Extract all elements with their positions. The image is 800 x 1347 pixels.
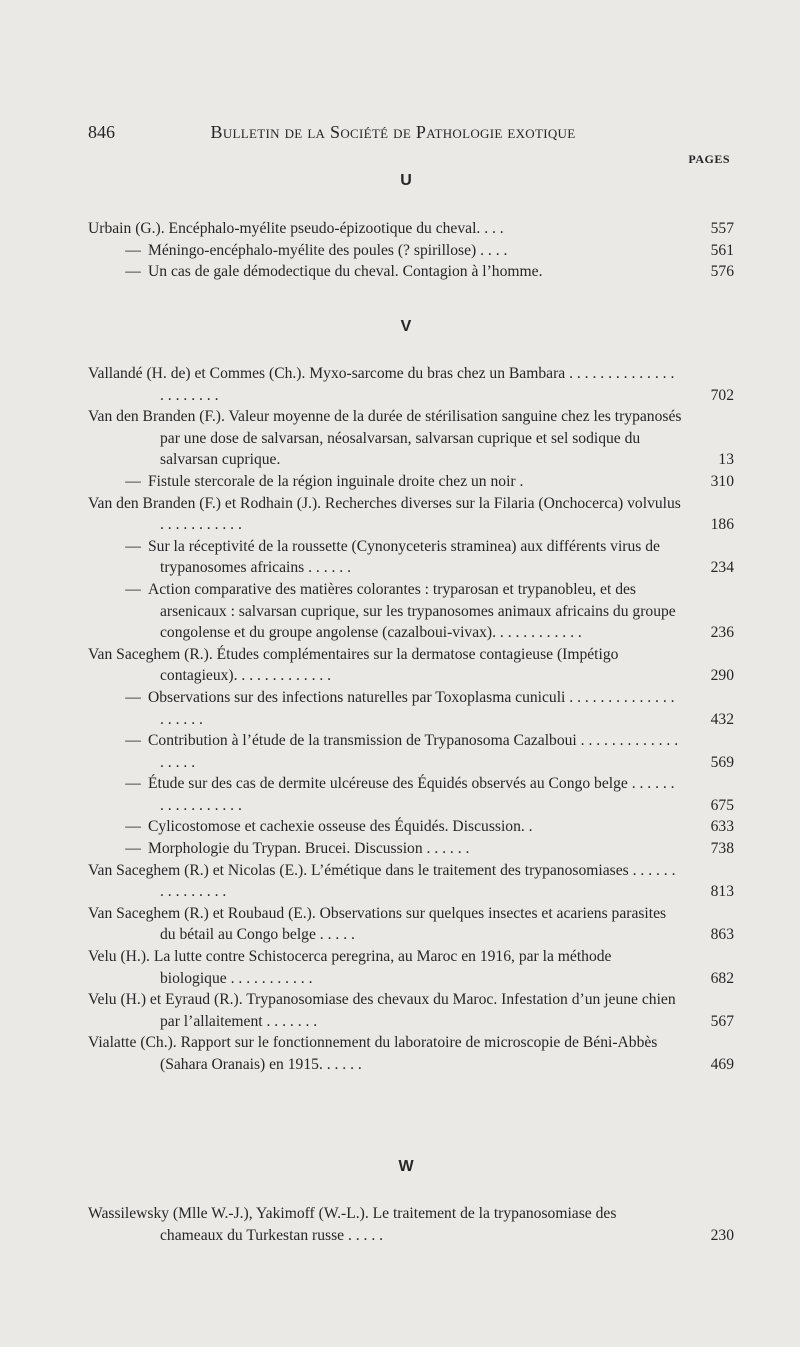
index-entry [88, 218, 734, 240]
entry-page: 290 [710, 667, 734, 685]
entry-text: Observations sur des infections naturelles par Toxoplasma cuniculi . . . . . . . . . . . . . . . . . . . . [148, 688, 675, 728]
entry-page: 675 [710, 796, 734, 814]
entry-page: 682 [710, 969, 734, 987]
journal-title: Bulletin de la Société de Pathologie exotique [210, 122, 576, 142]
entry-page: 186 [710, 516, 734, 534]
entry-page: 230 [710, 1226, 734, 1244]
section-letter-u: U [400, 172, 412, 189]
entry-text: Cylicostomose et cachexie osseuse des Équidés. Discussion. . [148, 818, 533, 836]
section-u-entries [88, 218, 734, 283]
entry-text: Van Saceghem (R.) et Nicolas (E.). L’émétique dans le traitement des trypanosomiases . . . . . . . . . . . . . . . [88, 861, 676, 901]
entry-page: 813 [710, 883, 734, 901]
entry-text: Van Saceghem (R.). Études complémentaires sur la dermatose contagieuse (Impétigo contagieux). . . . . . . . . . . . . [88, 645, 619, 685]
entry-page: 236 [710, 624, 734, 642]
entry-page: 310 [710, 472, 734, 490]
section-w-entries [88, 1203, 734, 1246]
index-entry: — Méningo-encéphalo-myélite des poules (? spirillose) . . . . 561 [88, 240, 734, 262]
index-entry [88, 946, 734, 989]
index-entry: — Contribution à l’étude de la transmission de Trypanosoma Cazalboui . . . . . . . . . . . . . . . . . . 569 [88, 730, 734, 773]
page-number: 846 [88, 122, 115, 142]
entry-text: Morphologie du Trypan. Brucei. Discussion . . . . . . [148, 840, 470, 858]
entry-text: Urbain (G.). Encéphalo-myélite pseudo-épizootique du cheval. . . . [88, 220, 504, 237]
section-letter-v: V [400, 318, 412, 335]
entry-text: Sur la réceptivité de la roussette (Cynonyceteris straminea) aux différents virus de trypanosomes africains . . . . . . [148, 537, 660, 577]
entry-page: 633 [710, 818, 734, 836]
index-entry [88, 903, 734, 946]
index-entry [88, 493, 734, 536]
entry-text: Action comparative des matières colorantes : tryparosan et trypanobleu, et des arsenicaux : salvarsan cuprique, sur les trypanosomes animaux africains du groupe congolense et du groupe angolense (cazalboui-vivax). . . . . . . . . . . . [148, 580, 676, 642]
index-entry [88, 1203, 734, 1246]
entry-text: Méningo-encéphalo-myélite des poules (? spirillose) . . . . [148, 241, 508, 259]
index-entry: — Cylicostomose et cachexie osseuse des Équidés. Discussion. . 633 [88, 816, 734, 838]
pages-column-label: PAGES [688, 152, 730, 166]
index-entry: — Étude sur des cas de dermite ulcéreuse des Équidés observés au Congo belge . . . . . . . . . . . . . . . . . 675 [88, 773, 734, 816]
index-entry [88, 1032, 734, 1075]
index-entry [88, 860, 734, 903]
entry-page: 569 [710, 753, 734, 771]
entry-text: Fistule stercorale de la région inguinale droite chez un noir . [148, 472, 524, 490]
entry-text: Un cas de gale démodectique du cheval. Contagion à l’homme. [148, 263, 543, 281]
entry-page: 13 [718, 451, 734, 469]
entry-page: 567 [710, 1012, 734, 1030]
index-entry: — Action comparative des matières colorantes : tryparosan et trypanobleu, et des arsenicaux : salvarsan cuprique, sur les trypanosomes animaux africains du groupe congolense et du groupe angolense (cazalboui-vivax). . . . . . . . . . . . 236 [88, 579, 734, 644]
entry-text: Contribution à l’étude de la transmission de Trypanosoma Cazalboui . . . . . . . . . . . . . . . . . . [148, 732, 679, 771]
entry-page: 561 [710, 241, 734, 259]
entry-text: Étude sur des cas de dermite ulcéreuse des Équidés observés au Congo belge . . . . . . . . . . . . . . . . . [148, 775, 675, 814]
entry-text: Velu (H.). La lutte contre Schistocerca peregrina, au Maroc en 1916, par la méthode biologique . . . . . . . . . . . [88, 948, 612, 987]
entry-page: 576 [710, 263, 734, 281]
index-entry [88, 406, 734, 471]
index-entry [88, 363, 734, 406]
entry-page: 234 [710, 559, 734, 577]
entry-page: 702 [710, 386, 734, 404]
index-entry [88, 644, 734, 687]
entry-text: Van Saceghem (R.) et Roubaud (E.). Observations sur quelques insectes et acariens parasites du bétail au Congo belge . . . . . [88, 904, 667, 944]
index-entry: — Sur la réceptivité de la roussette (Cynonyceteris straminea) aux différents virus de trypanosomes africains . . . . . . 234 [88, 536, 734, 579]
index-entry: — Observations sur des infections naturelles par Toxoplasma cuniculi . . . . . . . . . . . . . . . . . . . . 432 [88, 687, 734, 730]
index-entry [88, 989, 734, 1032]
entry-text: Van den Branden (F.) et Rodhain (J.). Recherches diverses sur la Filaria (Onchocerca) volvulus . . . . . . . . . . . [88, 494, 681, 534]
section-v-entries [88, 363, 734, 1076]
entry-page: 863 [710, 926, 734, 944]
entry-text: Vallandé (H. de) et Commes (Ch.). Myxo-sarcome du bras chez un Bambara . . . . . . . . . . . . . . . . . . . . . . [88, 365, 675, 404]
index-entry: — Fistule stercorale de la région inguinale droite chez un noir . 310 [88, 471, 734, 493]
index-entry: — Un cas de gale démodectique du cheval. Contagion à l’homme. 576 [88, 261, 734, 283]
entry-page: 557 [710, 220, 734, 237]
entry-page: 738 [710, 840, 734, 858]
entry-page: 469 [710, 1056, 734, 1073]
entry-text: Van den Branden (F.). Valeur moyenne de la durée de stérilisation sanguine chez les trypanosés par une dose de salvarsan, néosalvarsan, salvarsan cuprique et sel sodique du salvarsan cuprique. [88, 408, 682, 469]
entry-text: Vialatte (Ch.). Rapport sur le fonctionnement du laboratoire de microscopie de Béni-Abbès (Sahara Oranais) en 1915. . . . . . [88, 1034, 658, 1073]
entry-text: Velu (H.) et Eyraud (R.). Trypanosomiase des chevaux du Maroc. Infestation d’un jeune chien par l’allaitement . . . . . . . [88, 991, 676, 1030]
section-letter-w: W [398, 1158, 414, 1175]
index-entry: — Morphologie du Trypan. Brucei. Discussion . . . . . . 738 [88, 838, 734, 860]
entry-page: 432 [710, 710, 734, 728]
entry-text: Wassilewsky (Mlle W.-J.), Yakimoff (W.-L.). Le traitement de la trypanosomiase des chameaux du Turkestan russe . . . . . [88, 1205, 617, 1244]
